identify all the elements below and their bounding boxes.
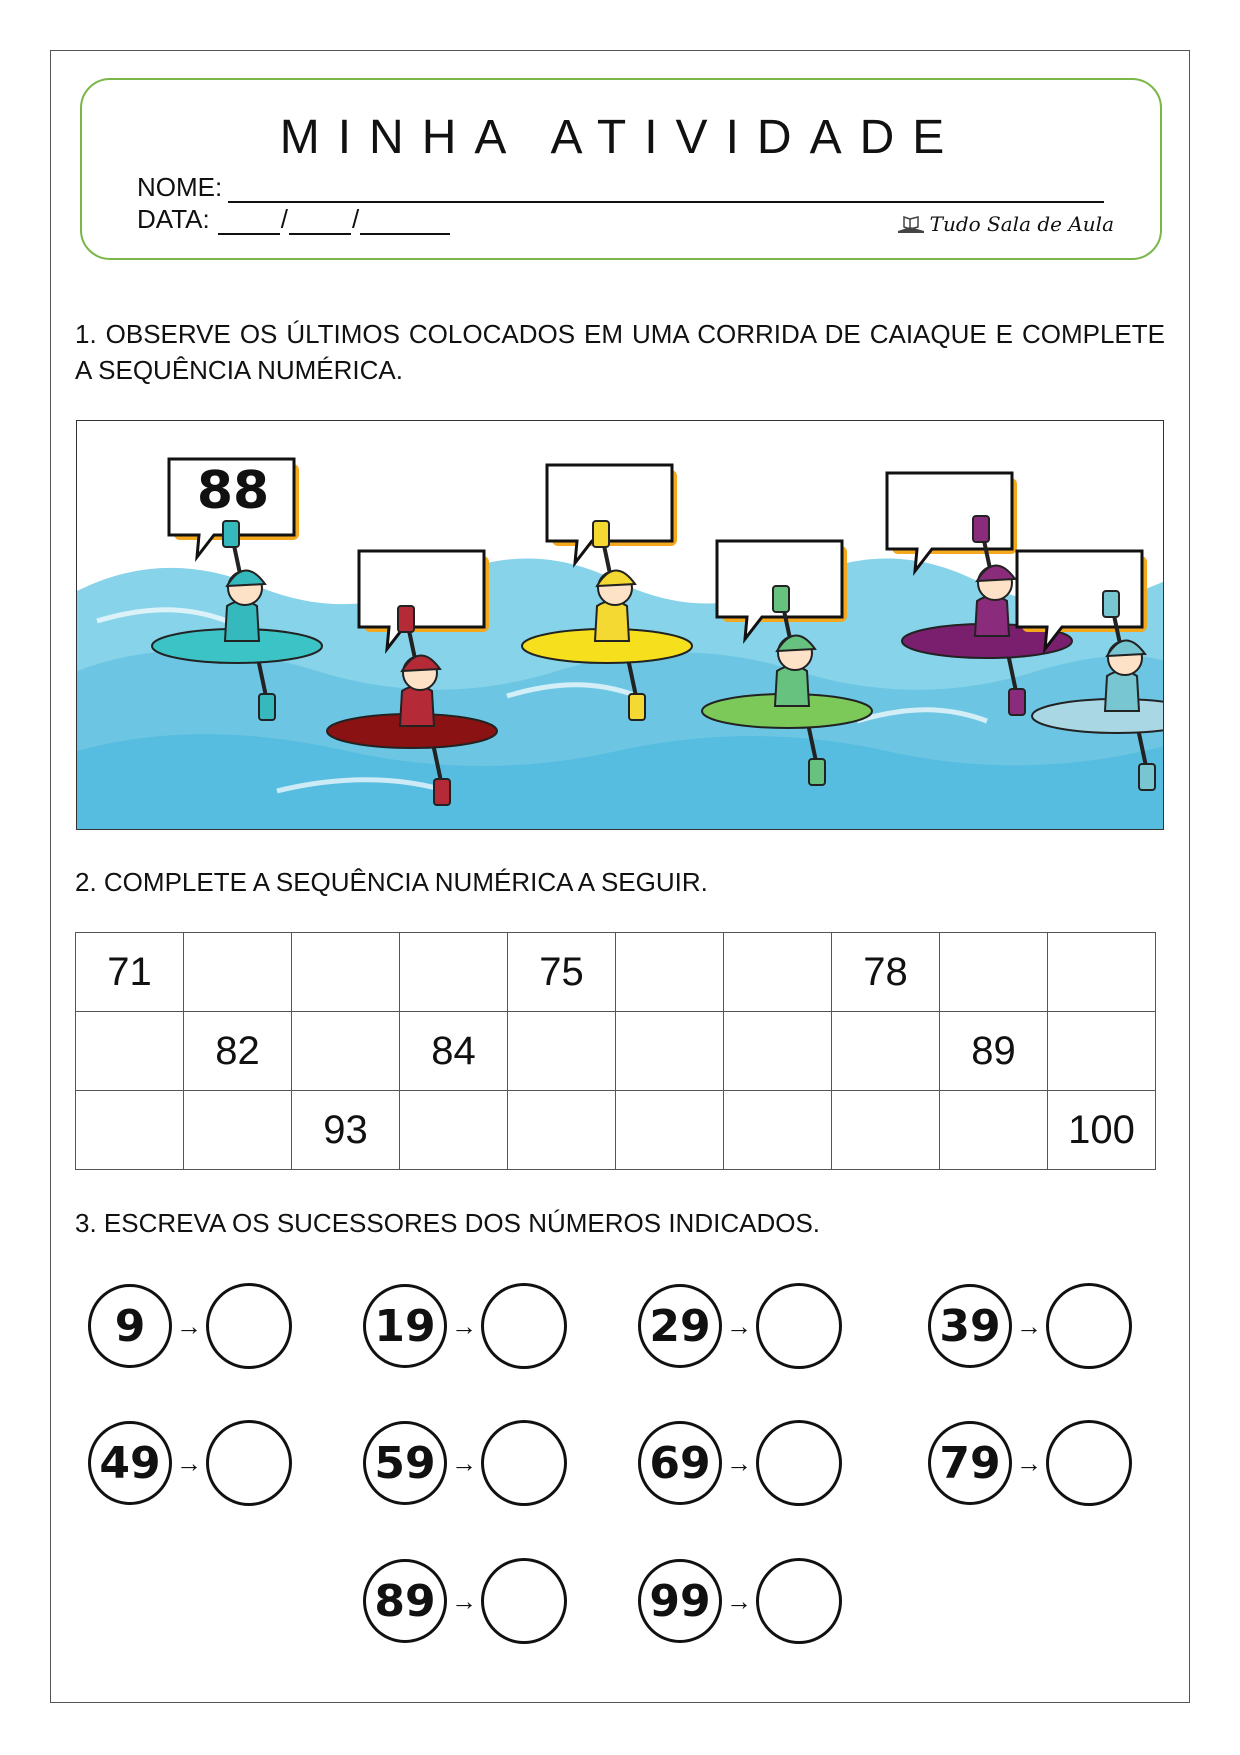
successor-item	[638, 1558, 842, 1644]
answer-circle[interactable]	[206, 1283, 292, 1369]
kayak-race-illustration	[76, 420, 1164, 830]
answer-circle[interactable]	[481, 1283, 567, 1369]
grid-cell-filled: 84	[400, 1012, 508, 1091]
grid-row	[76, 1091, 1156, 1170]
grid-cell-blank[interactable]	[724, 1012, 832, 1091]
grid-cell-blank[interactable]	[724, 933, 832, 1012]
arrow-icon: →	[176, 1447, 202, 1478]
answer-circle[interactable]	[756, 1283, 842, 1369]
given-number-circle: 89	[363, 1559, 447, 1643]
answer-circle[interactable]	[1046, 1283, 1132, 1369]
date-year-line[interactable]	[360, 211, 450, 235]
answer-circle[interactable]	[481, 1558, 567, 1644]
answer-circle[interactable]	[756, 1420, 842, 1506]
answer-circle[interactable]	[206, 1420, 292, 1506]
grid-cell-blank[interactable]	[724, 1091, 832, 1170]
date-month-line[interactable]	[289, 211, 351, 235]
grid-cell-blank[interactable]	[184, 933, 292, 1012]
number-sequence-grid	[75, 932, 1156, 1170]
given-number-circle: 9	[88, 1284, 172, 1368]
grid-cell-blank[interactable]	[400, 933, 508, 1012]
speech-bubble-first-number: 88	[196, 461, 270, 521]
given-number-circle: 79	[928, 1421, 1012, 1505]
grid-cell-filled: 75	[508, 933, 616, 1012]
grid-cell-blank[interactable]	[616, 933, 724, 1012]
given-number-circle: 59	[363, 1421, 447, 1505]
question-3: 3. ESCREVA OS SUCESSORES DOS NÚMEROS INDICADOS.	[75, 1208, 821, 1238]
arrow-icon: →	[1016, 1447, 1042, 1478]
grid-cell-filled: 71	[76, 933, 184, 1012]
grid-cell-blank[interactable]	[832, 1091, 940, 1170]
grid-cell-filled: 82	[184, 1012, 292, 1091]
grid-cell-blank[interactable]	[616, 1091, 724, 1170]
question-2: 2. COMPLETE A SEQUÊNCIA NUMÉRICA A SEGUIR.	[75, 867, 708, 897]
successor-item	[928, 1420, 1132, 1506]
arrow-icon: →	[176, 1310, 202, 1341]
grid-cell-blank[interactable]	[508, 1091, 616, 1170]
answer-circle[interactable]	[1046, 1420, 1132, 1506]
brand-text: Tudo Sala de Aula	[929, 212, 1114, 236]
date-field	[137, 204, 450, 235]
successor-item	[638, 1283, 842, 1369]
grid-cell-blank[interactable]	[76, 1012, 184, 1091]
arrow-icon: →	[451, 1447, 477, 1478]
date-label: DATA:	[137, 204, 210, 234]
date-separator: /	[280, 204, 288, 234]
helmet	[977, 565, 1015, 581]
date-separator: /	[351, 204, 360, 234]
given-number-circle: 29	[638, 1284, 722, 1368]
successor-item	[363, 1558, 567, 1644]
grid-cell-filled: 89	[940, 1012, 1048, 1091]
successor-item	[363, 1420, 567, 1506]
successor-item	[88, 1283, 292, 1369]
grid-cell-blank[interactable]	[508, 1012, 616, 1091]
book-icon	[896, 213, 926, 235]
grid-cell-blank[interactable]	[292, 1012, 400, 1091]
successor-item	[928, 1283, 1132, 1369]
page-title: MINHA ATIVIDADE	[279, 111, 963, 164]
given-number-circle: 49	[88, 1421, 172, 1505]
header-box	[80, 78, 1162, 260]
arrow-icon: →	[726, 1585, 752, 1616]
given-number-circle: 19	[363, 1284, 447, 1368]
grid-row	[76, 1012, 1156, 1091]
name-field	[137, 172, 1104, 203]
arrow-icon: →	[726, 1310, 752, 1341]
given-number-circle: 69	[638, 1421, 722, 1505]
brand-logo	[896, 212, 1114, 236]
grid-cell-blank[interactable]	[400, 1091, 508, 1170]
speech-bubble-blank	[887, 473, 1012, 571]
grid-cell-blank[interactable]	[940, 933, 1048, 1012]
grid-cell-blank[interactable]	[1048, 1012, 1156, 1091]
given-number-circle: 39	[928, 1284, 1012, 1368]
grid-cell-blank[interactable]	[184, 1091, 292, 1170]
answer-circle[interactable]	[756, 1558, 842, 1644]
grid-cell-blank[interactable]	[1048, 933, 1156, 1012]
helmet	[597, 570, 635, 586]
answer-circle[interactable]	[481, 1420, 567, 1506]
date-day-line[interactable]	[218, 211, 280, 235]
arrow-icon: →	[1016, 1310, 1042, 1341]
helmet	[227, 570, 265, 586]
question-1: 1. OBSERVE OS ÚLTIMOS COLOCADOS EM UMA CORRIDA DE CAIAQUE E COMPLETE A SEQUÊNCIA NUMÉRICA.	[75, 319, 1165, 385]
successor-item	[88, 1420, 292, 1506]
grid-cell-filled: 93	[292, 1091, 400, 1170]
grid-cell-blank[interactable]	[292, 933, 400, 1012]
speech-bubble-blank	[547, 465, 672, 563]
successor-item	[638, 1420, 842, 1506]
successor-item	[363, 1283, 567, 1369]
grid-cell-filled: 78	[832, 933, 940, 1012]
kayak-hull	[1032, 699, 1164, 733]
arrow-icon: →	[726, 1447, 752, 1478]
grid-cell-blank[interactable]	[616, 1012, 724, 1091]
grid-cell-filled: 100	[1048, 1091, 1156, 1170]
grid-cell-blank[interactable]	[940, 1091, 1048, 1170]
name-label: NOME:	[137, 172, 223, 202]
name-line[interactable]	[228, 179, 1104, 203]
grid-row	[76, 933, 1156, 1012]
grid-cell-blank[interactable]	[76, 1091, 184, 1170]
arrow-icon: →	[451, 1585, 477, 1616]
arrow-icon: →	[451, 1310, 477, 1341]
grid-cell-blank[interactable]	[832, 1012, 940, 1091]
given-number-circle: 99	[638, 1559, 722, 1643]
